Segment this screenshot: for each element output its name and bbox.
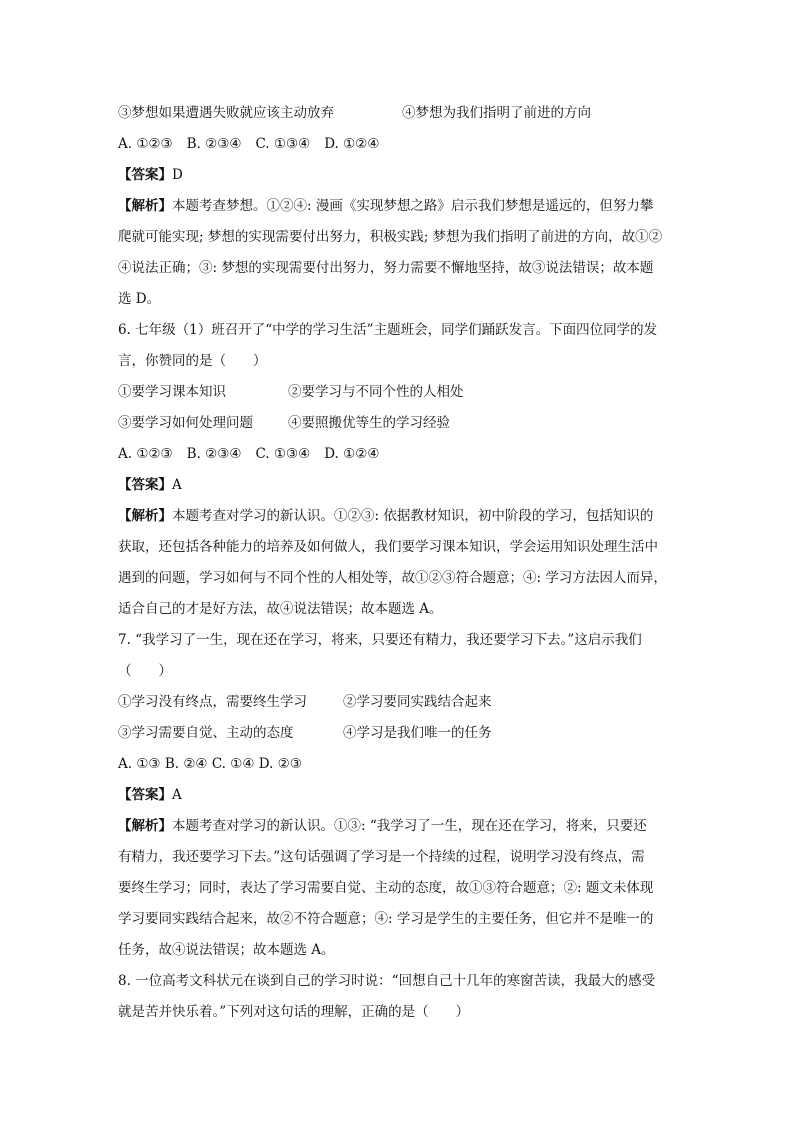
analysis-text: 本题考查对学习的新认识。①③: “我学习了一生，现在还在学习，将来，只要还 <box>172 818 647 834</box>
q6-choice-a: A. ①②③ <box>118 446 173 462</box>
q7-analysis-line-3: 要终生学习；同时，表达了学习需要自觉、主动的态度，故①③符合题意；②: 题文未体现 <box>118 880 654 896</box>
answer-value: D <box>172 167 183 183</box>
q5-options-row <box>118 98 678 129</box>
q7-analysis-line-5: 任务，故④说法错误；故本题选 A。 <box>118 942 335 958</box>
analysis-label: 【解析】 <box>118 508 172 524</box>
q5-answer <box>118 160 678 191</box>
q5-choice-a: A. ①②③ <box>118 136 173 152</box>
q7-stem-line-1: 7. “我学习了一生，现在还在学习，将来，只要还有精力，我还要学习下去。”这启示我们 <box>118 632 642 648</box>
answer-label: 【答案】 <box>118 477 172 493</box>
q5-choice-c: C. ①③④ <box>255 136 311 152</box>
answer-value: A <box>172 477 182 493</box>
q7-option-3: ③学习需要自觉、主动的态度 <box>118 725 294 741</box>
q7-options-row-1 <box>118 687 678 718</box>
answer-label: 【答案】 <box>118 167 172 183</box>
q5-option-3: ③梦想如果遭遇失败就应该主动放弃 <box>118 105 334 121</box>
q5-analysis-line-1 <box>118 191 678 222</box>
q6-option-2: ②要学习与不同个性的人相处 <box>288 384 464 400</box>
q8-stem-line-2: 就是苦并快乐着。”下列对这句话的理解，正确的是（ ） <box>118 1004 470 1020</box>
q6-choice-d: D. ①②④ <box>324 446 380 462</box>
q5-choices <box>118 129 678 160</box>
q6-stem-line-1: 6. 七年级（1）班召开了“中学的学习生活”主题班会，同学们踊跃发言。下面四位同学的发 <box>118 322 658 338</box>
q5-choice-b: B. ②③④ <box>186 136 242 152</box>
q5-analysis-line-4: 选 D。 <box>118 291 161 307</box>
q5-option-4: ④梦想为我们指明了前进的方向 <box>402 105 591 121</box>
q6-analysis-line-1 <box>118 501 678 532</box>
q6-options-row-2 <box>118 408 678 439</box>
answer-value: A <box>172 787 182 803</box>
q6-option-4: ④要照搬优等生的学习经验 <box>288 415 450 431</box>
answer-label: 【答案】 <box>118 787 172 803</box>
q5-analysis-line-3: ④说法正确；③: 梦想的实现需要付出努力，努力需要不懈地坚持，故③说法错误；故本题 <box>118 260 654 276</box>
q6-choice-c: C. ①③④ <box>255 446 311 462</box>
q7-option-4: ④学习是我们唯一的任务 <box>343 725 492 741</box>
q7-analysis-line-4: 学习要同实践结合起来，故②不符合题意；④: 学习是学生的主要任务，但它并不是唯一的 <box>118 911 654 927</box>
q6-option-3: ③要学习如何处理问题 <box>118 415 253 431</box>
q5-analysis-line-2: 爬就可能实现; 梦想的实现需要付出努力，积极实践; 梦想为我们指明了前进的方向，故①② <box>118 229 663 245</box>
q6-analysis-line-3: 遇到的问题，学习如何与不同个性的人相处等，故①②③符合题意；④: 学习方法因人而异， <box>118 570 667 586</box>
q6-option-1: ①要学习课本知识 <box>118 384 226 400</box>
q8-stem-line-1: 8. 一位高考文科状元在谈到自己的学习时说：“回想自己十几年的寒窗苦读，我最大的感受 <box>118 973 656 989</box>
q7-option-2: ②学习要同实践结合起来 <box>343 694 492 710</box>
q6-analysis-line-2: 获取，还包括各种能力的培养及如何做人，我们要学习课本知识，学会运用知识处理生活中 <box>118 539 658 555</box>
q7-analysis-line-1 <box>118 811 678 842</box>
q7-options-row-2 <box>118 718 678 749</box>
document-page <box>118 98 678 1028</box>
analysis-text: 本题考查对学习的新认识。①②③: 依据教材知识，初中阶段的学习，包括知识的 <box>172 508 654 524</box>
q6-choice-b: B. ②③④ <box>186 446 242 462</box>
q6-analysis-line-4: 适合自己的才是好方法，故④说法错误；故本题选 A。 <box>118 601 443 617</box>
analysis-text: 本题考查梦想。①②④: 漫画《实现梦想之路》启示我们梦想是遥远的，但努力攀 <box>172 198 654 214</box>
q7-choices: A. ①③ B. ②④ C. ①④ D. ②③ <box>118 756 302 772</box>
q6-choices <box>118 439 678 470</box>
q7-analysis-line-2: 有精力，我还要学习下去。”这句话强调了学习是一个持续的过程，说明学习没有终点，需 <box>118 849 645 865</box>
q6-options-row-1 <box>118 377 678 408</box>
q6-answer <box>118 470 678 501</box>
q5-choice-d: D. ①②④ <box>324 136 380 152</box>
q6-stem-line-2: 言，你赞同的是（ ） <box>118 353 267 369</box>
analysis-label: 【解析】 <box>118 818 172 834</box>
q7-option-1: ①学习没有终点，需要终生学习 <box>118 694 307 710</box>
q7-stem-line-2: （ ） <box>118 663 172 679</box>
analysis-label: 【解析】 <box>118 198 172 214</box>
q7-answer <box>118 780 678 811</box>
